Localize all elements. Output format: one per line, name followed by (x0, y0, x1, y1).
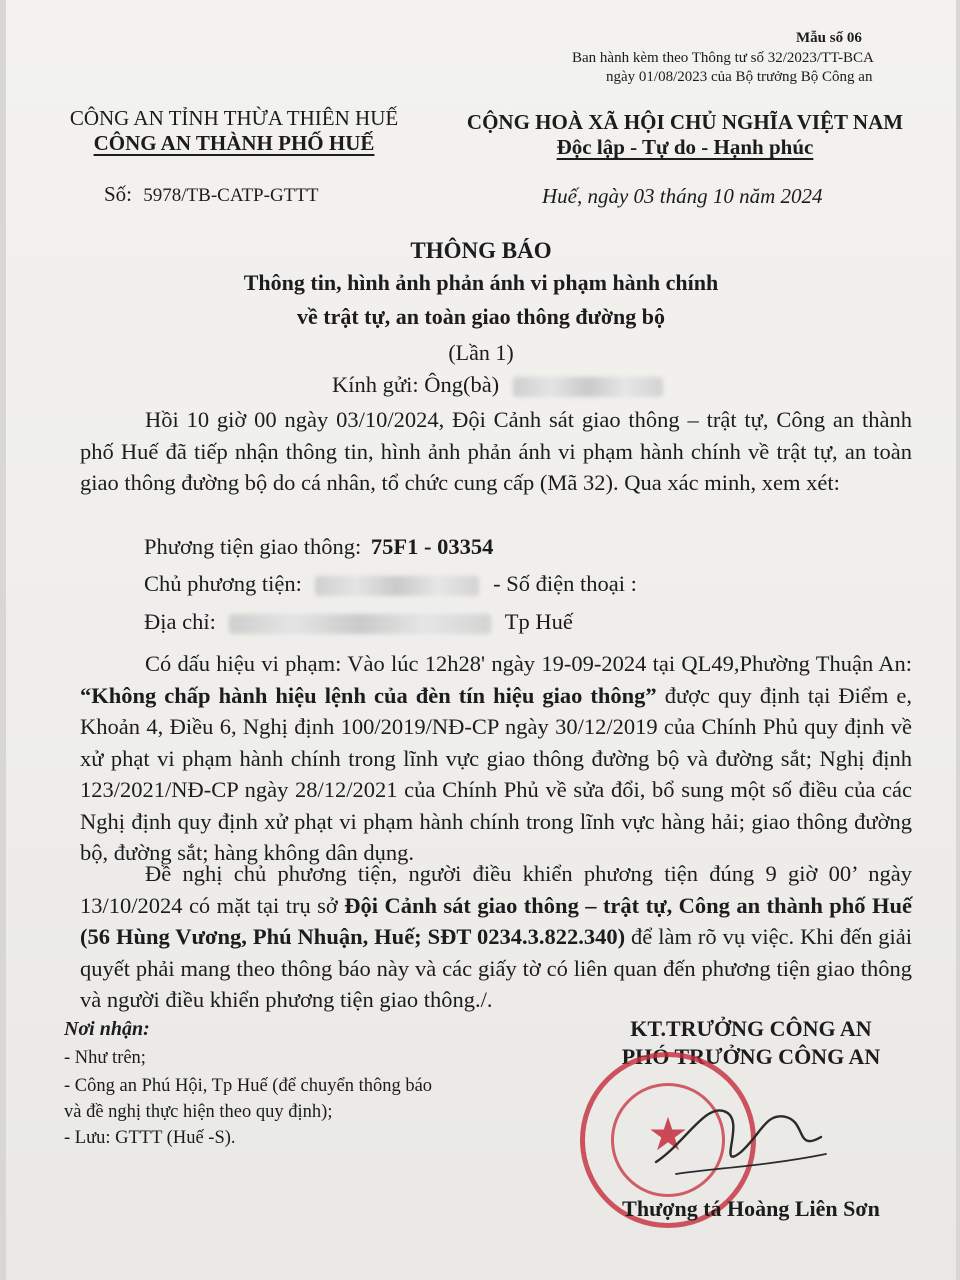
violation-rest: được quy định tại Điểm e, Khoản 4, Điều 6, Nghị định 100/2019/NĐ-CP ngày 30/12/2019 của Chính Phủ quy định về xử phạt vi phạm hành chính trong lĩnh vực giao thông đường bộ và đường sắt; Nghị định 123/2021/NĐ-CP ngày 28/12/2021 của Chính Phủ về sửa đổi, bổ sung một số điều của các Nghị định quy định xử phạt vi phạm hành chính trong lĩnh vực hàng hải; giao thông đường bộ, đường sắt; hàng không dân dụng. (80, 682, 912, 865)
phone-label: - Số điện thoại : (493, 571, 637, 596)
request-office: Đội Cảnh sát giao thông – trật tự, Công an thành phố Huế (56 Hùng Vương, Phú Nhuận, Huế; SĐT 0234.3.822.340) (80, 892, 912, 949)
violation-lead: Có dấu hiệu vi phạm: Vào lúc 12h28' ngày 19-09-2024 tại QL49,Phường Thuận An: (145, 651, 912, 676)
violation-name: “Không chấp hành hiệu lệnh của đèn tín hiệu giao thông” (80, 682, 657, 708)
recipient-item: - Lưu: GTTT (Huế -S). (64, 1128, 236, 1148)
doc-no-label: Số: (104, 182, 133, 206)
request-paragraph (80, 858, 912, 1016)
handwritten-signature (646, 1082, 846, 1192)
redacted-address (229, 614, 491, 634)
violation-paragraph (80, 648, 912, 869)
redacted-owner-name (315, 576, 479, 596)
signer-name: Thượng tá Hoàng Liên Sơn (622, 1196, 880, 1221)
form-number: Mẫu số 06 (796, 30, 862, 46)
document-number (104, 182, 318, 207)
notice-subtitle-line1: Thông tin, hình ảnh phản ánh vi phạm hành chính (243, 270, 719, 295)
agency-parent: CÔNG AN TỈNH THỪA THIÊN HUẾ (69, 106, 399, 130)
vehicle-label: Phương tiện giao thông: (144, 534, 362, 559)
owner-label: Chủ phương tiện: (144, 571, 302, 596)
recipient-line (332, 372, 663, 398)
address-label: Địa chỉ: (144, 609, 216, 634)
intro-paragraph: Hồi 10 giờ 00 ngày 03/10/2024, Đội Cảnh sát giao thông – trật tự, Công an thành phố Huế đã tiếp nhận thông tin, hình ảnh phản ánh vi phạm hành chính về trật tự, an toàn giao thông đường bộ do cá nhân, tổ chức cung cấp (Mã 32). Qua xác minh, xem xét: (80, 407, 912, 495)
owner-line (144, 571, 637, 597)
form-issued-line1: Ban hành kèm theo Thông tư số 32/2023/TT-BCA (572, 50, 874, 66)
redacted-recipient-name (513, 377, 663, 397)
agency-name (34, 131, 434, 156)
national-motto (446, 135, 924, 160)
signature-title-line2: PHÓ TRƯỞNG CÔNG AN (621, 1044, 881, 1069)
agency-name-text: CÔNG AN THÀNH PHỐ HUẾ (93, 131, 375, 155)
star-icon: ★ (647, 1109, 689, 1160)
recipient-item: và đề nghị thực hiện theo quy định); (64, 1102, 333, 1122)
attempt-number: (Lần 1) (448, 340, 514, 365)
recipients-title: Nơi nhận: (64, 1018, 150, 1040)
recipient-item: - Công an Phú Hội, Tp Huế (để chuyển thông báo (64, 1076, 433, 1096)
notice-subtitle-line2: về trật tự, an toàn giao thông đường bộ (296, 304, 665, 329)
place-date: Huế, ngày 03 tháng 10 năm 2024 (542, 184, 823, 208)
address-suffix: Tp Huế (504, 609, 573, 634)
motto-text: Độc lập - Tự do - Hạnh phúc (556, 135, 814, 159)
license-plate: 75F1 - 03354 (370, 534, 494, 559)
vehicle-line (144, 534, 493, 560)
notice-title: THÔNG BÁO (410, 238, 552, 263)
request-rest: để làm rõ vụ việc. Khi đến giải quyết phải mang theo thông báo này và các giấy tờ có liên quan đến phương tiện giao thông và người điều khiển phương tiện giao thông./. (80, 924, 913, 1012)
doc-no-value: 5978/TB-CATP-GTTT (143, 185, 319, 206)
recipient-label: Kính gửi: Ông(bà) (332, 372, 500, 397)
address-line (144, 609, 573, 635)
document-page (6, 0, 956, 1280)
signature-title-line1: KT.TRƯỞNG CÔNG AN (630, 1016, 872, 1041)
request-lead: Đề nghị chủ phương tiện, người điều khiển phương tiện đúng 9 giờ 00’ ngày 13/10/2024 có mặt tại trụ sở (80, 861, 912, 918)
recipient-item: - Như trên; (64, 1048, 146, 1068)
form-issued-line2: ngày 01/08/2023 của Bộ trưởng Bộ Công an (606, 69, 873, 85)
country-name: CỘNG HOÀ XÃ HỘI CHỦ NGHĨA VIỆT NAM (466, 110, 904, 134)
